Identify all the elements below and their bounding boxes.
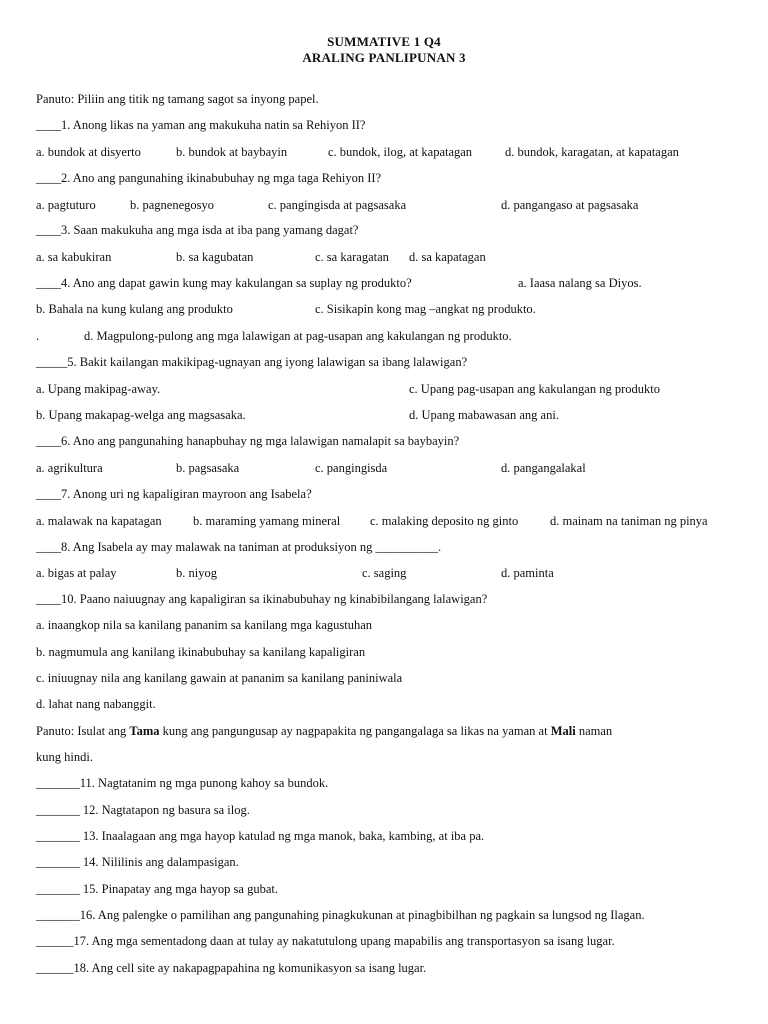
q7-choice-b: b. maraming yamang mineral (193, 514, 341, 528)
item-15: _______ 15. Pinapatay ang mga hayop sa gubat. (36, 882, 278, 896)
q7-choice-c: c. malaking deposito ng ginto (370, 514, 519, 528)
q1-choice-b: b. bundok at baybayin (176, 145, 288, 159)
item-11: _______11. Nagtatanim ng mga punong kahoy sa bundok. (36, 776, 329, 790)
q3-choice-c: c. sa karagatan (315, 250, 389, 264)
q7-choice-d: d. mainam na taniman ng pinya (550, 514, 708, 528)
q8-choice-c: c. saging (362, 566, 407, 580)
worksheet-title: SUMMATIVE 1 Q4 (327, 34, 441, 49)
q2-choice-b: b. pagnenegosyo (130, 198, 215, 212)
q6-choice-b: b. pagsasaka (176, 461, 240, 475)
q3-choice-b: b. sa kagubatan (176, 250, 254, 264)
q1-choice-c: c. bundok, ilog, at kapatagan (328, 145, 473, 159)
question-3: ____3. Saan makukuha ang mga isda at iba pang yamang dagat? (36, 223, 359, 237)
q1-choice-a: a. bundok at disyerto (36, 145, 141, 159)
q2-choice-c: c. pangingisda at pagsasaka (268, 198, 407, 212)
instr-text-mid: kung ang pangungusap ay nagpapakita ng pangangalaga sa likas na yaman at (159, 724, 551, 738)
instr-text-post: naman (575, 724, 613, 738)
q1-choice-d: d. bundok, karagatan, at kapatagan (505, 145, 679, 159)
q4-choice-a: a. Iaasa nalang sa Diyos. (518, 276, 642, 290)
item-18: ______18. Ang cell site ay nakapagpapahina ng komunikasyon sa isang lugar. (36, 961, 427, 975)
q6-choice-a: a. agrikultura (36, 461, 103, 475)
q5-choice-a: a. Upang makipag-away. (36, 382, 161, 396)
q8-choice-a: a. bigas at palay (36, 566, 117, 580)
q5-choice-c: c. Upang pag-usapan ang kakulangan ng produkto (409, 382, 660, 396)
question-8: ____8. Ang Isabela ay may malawak na taniman at produksiyon ng __________. (36, 540, 442, 554)
item-12: _______ 12. Nagtatapon ng basura sa ilog. (36, 803, 250, 817)
item-13: _______ 13. Inaalagaan ang mga hayop katulad ng mga manok, baka, kambing, at iba pa. (36, 829, 485, 843)
instruction-part2 (36, 724, 612, 739)
q3-choice-d: d. sa kapatagan (409, 250, 486, 264)
q4-choice-d: d. Magpulong-pulong ang mga lalawigan at pag-usapan ang kakulangan ng produkto. (84, 329, 512, 343)
q8-choice-d: d. paminta (501, 566, 554, 580)
instruction-part1: Panuto: Piliin ang titik ng tamang sagot sa inyong papel. (36, 92, 319, 106)
question-4: ____4. Ano ang dapat gawin kung may kakulangan sa suplay ng produkto? (36, 276, 412, 290)
q6-choice-c: c. pangingisda (315, 461, 388, 475)
q5-choice-d: d. Upang mabawasan ang ani. (409, 408, 559, 422)
keyword-mali: Mali (550, 724, 576, 738)
item-17: ______17. Ang mga sementadong daan at tulay ay nakatutulong upang mapabilis ang transportasyon sa isang lugar. (36, 934, 615, 948)
item-14: _______ 14. Nililinis ang dalampasigan. (36, 855, 239, 869)
q10-choice-d: d. lahat nang nabanggit. (36, 697, 156, 711)
keyword-tama: Tama (129, 724, 160, 738)
q10-choice-a: a. inaangkop nila sa kanilang pananim sa kanilang mga kagustuhan (36, 618, 373, 632)
q8-choice-b: b. niyog (176, 566, 217, 580)
q6-choice-d: d. pangangalakal (501, 461, 586, 475)
q10-choice-c: c. iniuugnay nila ang kanilang gawain at pananim sa kanilang paniniwala (36, 671, 403, 685)
question-6: ____6. Ano ang pangunahing hanapbuhay ng mga lalawigan namalapit sa baybayin? (36, 434, 460, 448)
q2-choice-d: d. pangangaso at pagsasaka (501, 198, 639, 212)
question-7: ____7. Anong uri ng kapaligiran mayroon ang Isabela? (36, 487, 312, 501)
item-16: _______16. Ang palengke o pamilihan ang pangunahing pinagkukunan at pinagbibilhan ng pagkain sa lungsod ng Ilagan. (36, 908, 645, 922)
q4-choice-b: b. Bahala na kung kulang ang produkto (36, 302, 233, 316)
q7-choice-a: a. malawak na kapatagan (36, 514, 162, 528)
q2-choice-a: a. pagtuturo (36, 198, 96, 212)
q10-choice-b: b. nagmumula ang kanilang ikinabubuhay sa kanilang kapaligiran (36, 645, 366, 659)
question-1: ____1. Anong likas na yaman ang makukuha natin sa Rehiyon II? (36, 118, 366, 132)
instr-text-pre: Panuto: Isulat ang (36, 724, 130, 738)
q4-choice-c: c. Sisikapin kong mag –angkat ng produkto. (315, 302, 536, 316)
instruction-part2-cont: kung hindi. (36, 750, 93, 764)
q3-choice-a: a. sa kabukiran (36, 250, 112, 264)
q4-stray-dot: . (36, 329, 40, 343)
question-2: ____2. Ano ang pangunahing ikinabubuhay ng mga taga Rehiyon II? (36, 171, 382, 185)
q5-choice-b: b. Upang makapag-welga ang magsasaka. (36, 408, 246, 422)
question-10: ____10. Paano naiuugnay ang kapaligiran sa ikinabubuhay ng kinabibilangang lalawigan? (36, 592, 488, 606)
worksheet-subject: ARALING PANLIPUNAN 3 (302, 50, 466, 65)
question-5: _____5. Bakit kailangan makikipag-ugnayan ang iyong lalawigan sa ibang lalawigan? (36, 355, 468, 369)
